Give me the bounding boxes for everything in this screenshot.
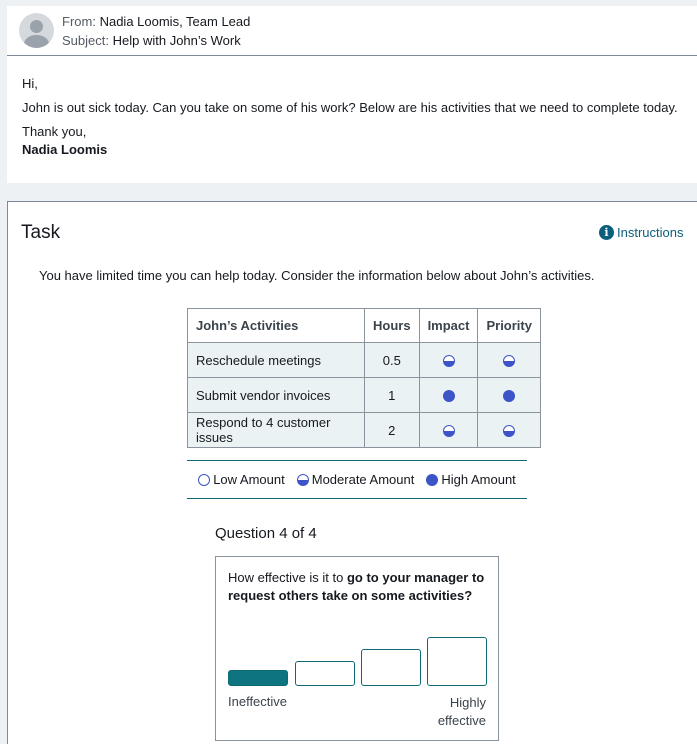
email-header <box>7 6 697 56</box>
rating-option-4[interactable] <box>427 637 487 686</box>
activity-cell: Submit vendor invoices <box>188 378 365 413</box>
impact-icon <box>443 355 455 367</box>
column-header: Priority <box>478 309 541 343</box>
email-card <box>7 6 697 183</box>
impact-icon <box>443 425 455 437</box>
legend-low: Low Amount <box>198 472 285 487</box>
email-signature: Nadia Loomis <box>22 142 108 157</box>
table-row <box>188 413 541 448</box>
task-intro: You have limited time you can help today. Consider the information below about John’s activities. <box>39 268 595 283</box>
activities-table <box>187 308 541 448</box>
scale-low-label: Ineffective <box>228 694 288 709</box>
email-greeting: Hi, <box>22 76 38 91</box>
column-header: Hours <box>365 309 420 343</box>
rating-option-3[interactable] <box>361 649 421 686</box>
hours-cell: 1 <box>365 378 420 413</box>
email-message: John is out sick today. Can you take on some of his work? Below are his activities that we need to complete today. <box>22 100 678 115</box>
hours-cell: 2 <box>365 413 420 448</box>
question-box <box>215 556 499 741</box>
column-header: John’s Activities <box>188 309 365 343</box>
column-header: Impact <box>419 309 478 343</box>
email-from: From: Nadia Loomis, Team Lead <box>62 14 251 29</box>
scale-high-label: Highly effective <box>437 695 486 728</box>
instructions-link[interactable] <box>599 225 683 240</box>
high-amount-icon <box>426 474 438 486</box>
rating-option-2[interactable] <box>295 661 355 686</box>
low-amount-icon <box>198 474 210 486</box>
legend <box>187 460 527 499</box>
email-subject: Subject: Help with John’s Work <box>62 33 241 48</box>
avatar <box>19 13 54 48</box>
question-counter: Question 4 of 4 <box>215 525 317 542</box>
email-thanks: Thank you, <box>22 124 87 139</box>
activity-cell: Respond to 4 customer issues <box>188 413 365 448</box>
priority-icon <box>503 425 515 437</box>
task-title: Task <box>21 222 61 243</box>
table-row <box>188 343 541 378</box>
question-prompt: How effective is it to go to your manager to request others take on some activities? <box>228 570 485 603</box>
legend-high: High Amount <box>426 472 515 487</box>
legend-moderate: Moderate Amount <box>297 472 415 487</box>
moderate-amount-icon <box>297 474 309 486</box>
priority-icon <box>503 355 515 367</box>
priority-icon <box>503 390 515 402</box>
impact-icon <box>443 390 455 402</box>
table-row <box>188 378 541 413</box>
rating-option-1[interactable] <box>228 670 288 686</box>
task-card <box>7 201 697 744</box>
activity-cell: Reschedule meetings <box>188 343 365 378</box>
table-header-row <box>188 309 541 343</box>
hours-cell: 0.5 <box>365 343 420 378</box>
instructions-label: Instructions <box>617 225 684 240</box>
info-icon: i <box>599 225 614 240</box>
